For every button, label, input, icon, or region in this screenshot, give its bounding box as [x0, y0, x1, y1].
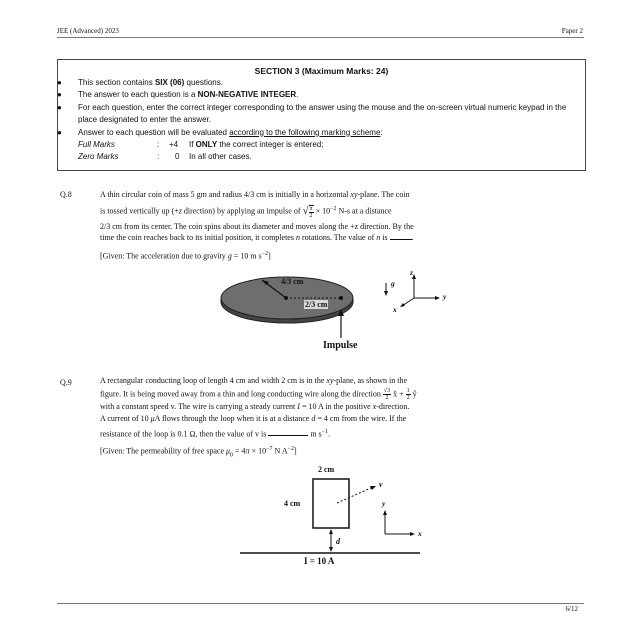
- distance-label: d: [336, 537, 340, 546]
- axis-y-arrowhead: [435, 296, 440, 300]
- zero-marks-desc: In all other cases.: [189, 152, 252, 161]
- full-marks-value: +4: [169, 140, 179, 149]
- axis-y-label: y: [443, 292, 447, 301]
- question-number-9: Q.9: [60, 378, 72, 387]
- axis-x-label: x: [418, 529, 422, 538]
- axis-z-label: z: [410, 268, 413, 277]
- question-8-given: [Given: The acceleration due to gravity g = 10 m $s^{-2}$]: [100, 251, 271, 261]
- instruction-item: ● This section contains SIX (06) questions.: [57, 78, 223, 87]
- instruction-item: ● The answer to each question is a NON-NEGATIVE INTEGER.: [57, 90, 299, 100]
- velocity-label: v: [379, 480, 383, 489]
- question-9-given: [Given: The permeability of free space $\mu_0 = 4\pi \times 10^{-7}$ N $A^{-2}$]: [100, 446, 297, 459]
- header-rule: [57, 37, 584, 38]
- distance-arrowhead-up: [329, 529, 333, 534]
- question-9-text: A rectangular conducting loop of length 4 cm and width 2 cm is in the xy-plane, as shown in the figure. It is being moved away from a thin and long conducting wire along the direction $\frac{√3}{2}$ x̂ + $\frac{1}{2}$ ŷ with a constant speed v. The wire is carrying a steady current I = 10 A in the positive x-direction. A current of 10 μA flows through the loop when it is at a distance d = 4 cm from the wire. If the resistance of the loop is 0.1 Ω, then the value of v is m $s^{-1}$.: [100, 376, 417, 439]
- section-instructions-box: [57, 59, 586, 171]
- axis-x-arrowhead: [400, 303, 405, 307]
- footer-rule: [57, 603, 584, 604]
- page-number: 6/12: [565, 605, 578, 613]
- wire-current-label: I = 10 A: [304, 556, 335, 566]
- loop-width-label: 2 cm: [318, 465, 335, 474]
- question-8-text: A thin circular coin of mass 5 gm and radius 4/3 cm is initially in a horizontal xy-plane. The coin is tossed vertically up (+z direction) by applying an impulse of √ $\frac{\pi}{2}$ × $10^{-2}$ N-s at a distance 2/3 cm from its center. The coin spins about its diameter and moves along the +z direction. By the time the coin reaches back to its initial position, it completes n rotations. The value of n is .: [100, 190, 414, 243]
- full-marks-colon: :: [157, 140, 160, 149]
- distance-arrowhead-down: [329, 547, 333, 552]
- answer-blank: [268, 428, 308, 436]
- zero-marks-value: 0: [175, 152, 180, 161]
- gravity-arrowhead: [384, 291, 388, 296]
- answer-blank: [390, 232, 412, 240]
- instruction-item: ● Answer to each question will be evaluated according to the following marking scheme:: [57, 127, 383, 137]
- axis-x-label: x: [393, 305, 397, 314]
- gravity-label: g: [391, 279, 395, 288]
- sqrt3-over-2: $\frac{√3}{2}$: [383, 387, 391, 401]
- instruction-list: [58, 77, 585, 139]
- full-marks-desc: If ONLY the correct integer is entered;: [189, 140, 324, 149]
- paper-label: Paper 2: [561, 27, 583, 35]
- loop-figure: [240, 470, 440, 570]
- zero-marks-colon: :: [157, 152, 160, 161]
- one-over-2: $\frac{1}{2}$: [406, 387, 410, 401]
- impulse-label: Impulse: [323, 340, 358, 351]
- section-title: SECTION 3 (Maximum Marks: 24): [254, 66, 389, 76]
- axis-y-label: y: [382, 499, 386, 508]
- full-marks-label: Full Marks: [78, 140, 115, 149]
- question-number-8: Q.8: [60, 190, 72, 199]
- axis-y-arrowhead: [383, 510, 387, 515]
- zero-marks-label: Zero Marks: [78, 152, 119, 161]
- conducting-loop: [313, 479, 349, 528]
- coin-offset-label: 2/3 cm: [305, 300, 328, 309]
- loop-length-label: 4 cm: [284, 499, 301, 508]
- sqrt-pi-over-2: √ $\frac{\pi}{2}$: [302, 205, 313, 220]
- velocity-arrow: [337, 487, 373, 503]
- coin-radius-label: 4/3 cm: [281, 277, 304, 286]
- exam-title: JEE (Advanced) 2023: [57, 27, 119, 35]
- axis-x-arrowhead: [410, 532, 415, 536]
- instruction-item: ● For each question, enter the correct integer corresponding to the answer using the mouse and the on-screen virtual numeric keypad in the place designated to enter the answer.: [57, 102, 567, 125]
- impulse-point-dot: [339, 296, 343, 300]
